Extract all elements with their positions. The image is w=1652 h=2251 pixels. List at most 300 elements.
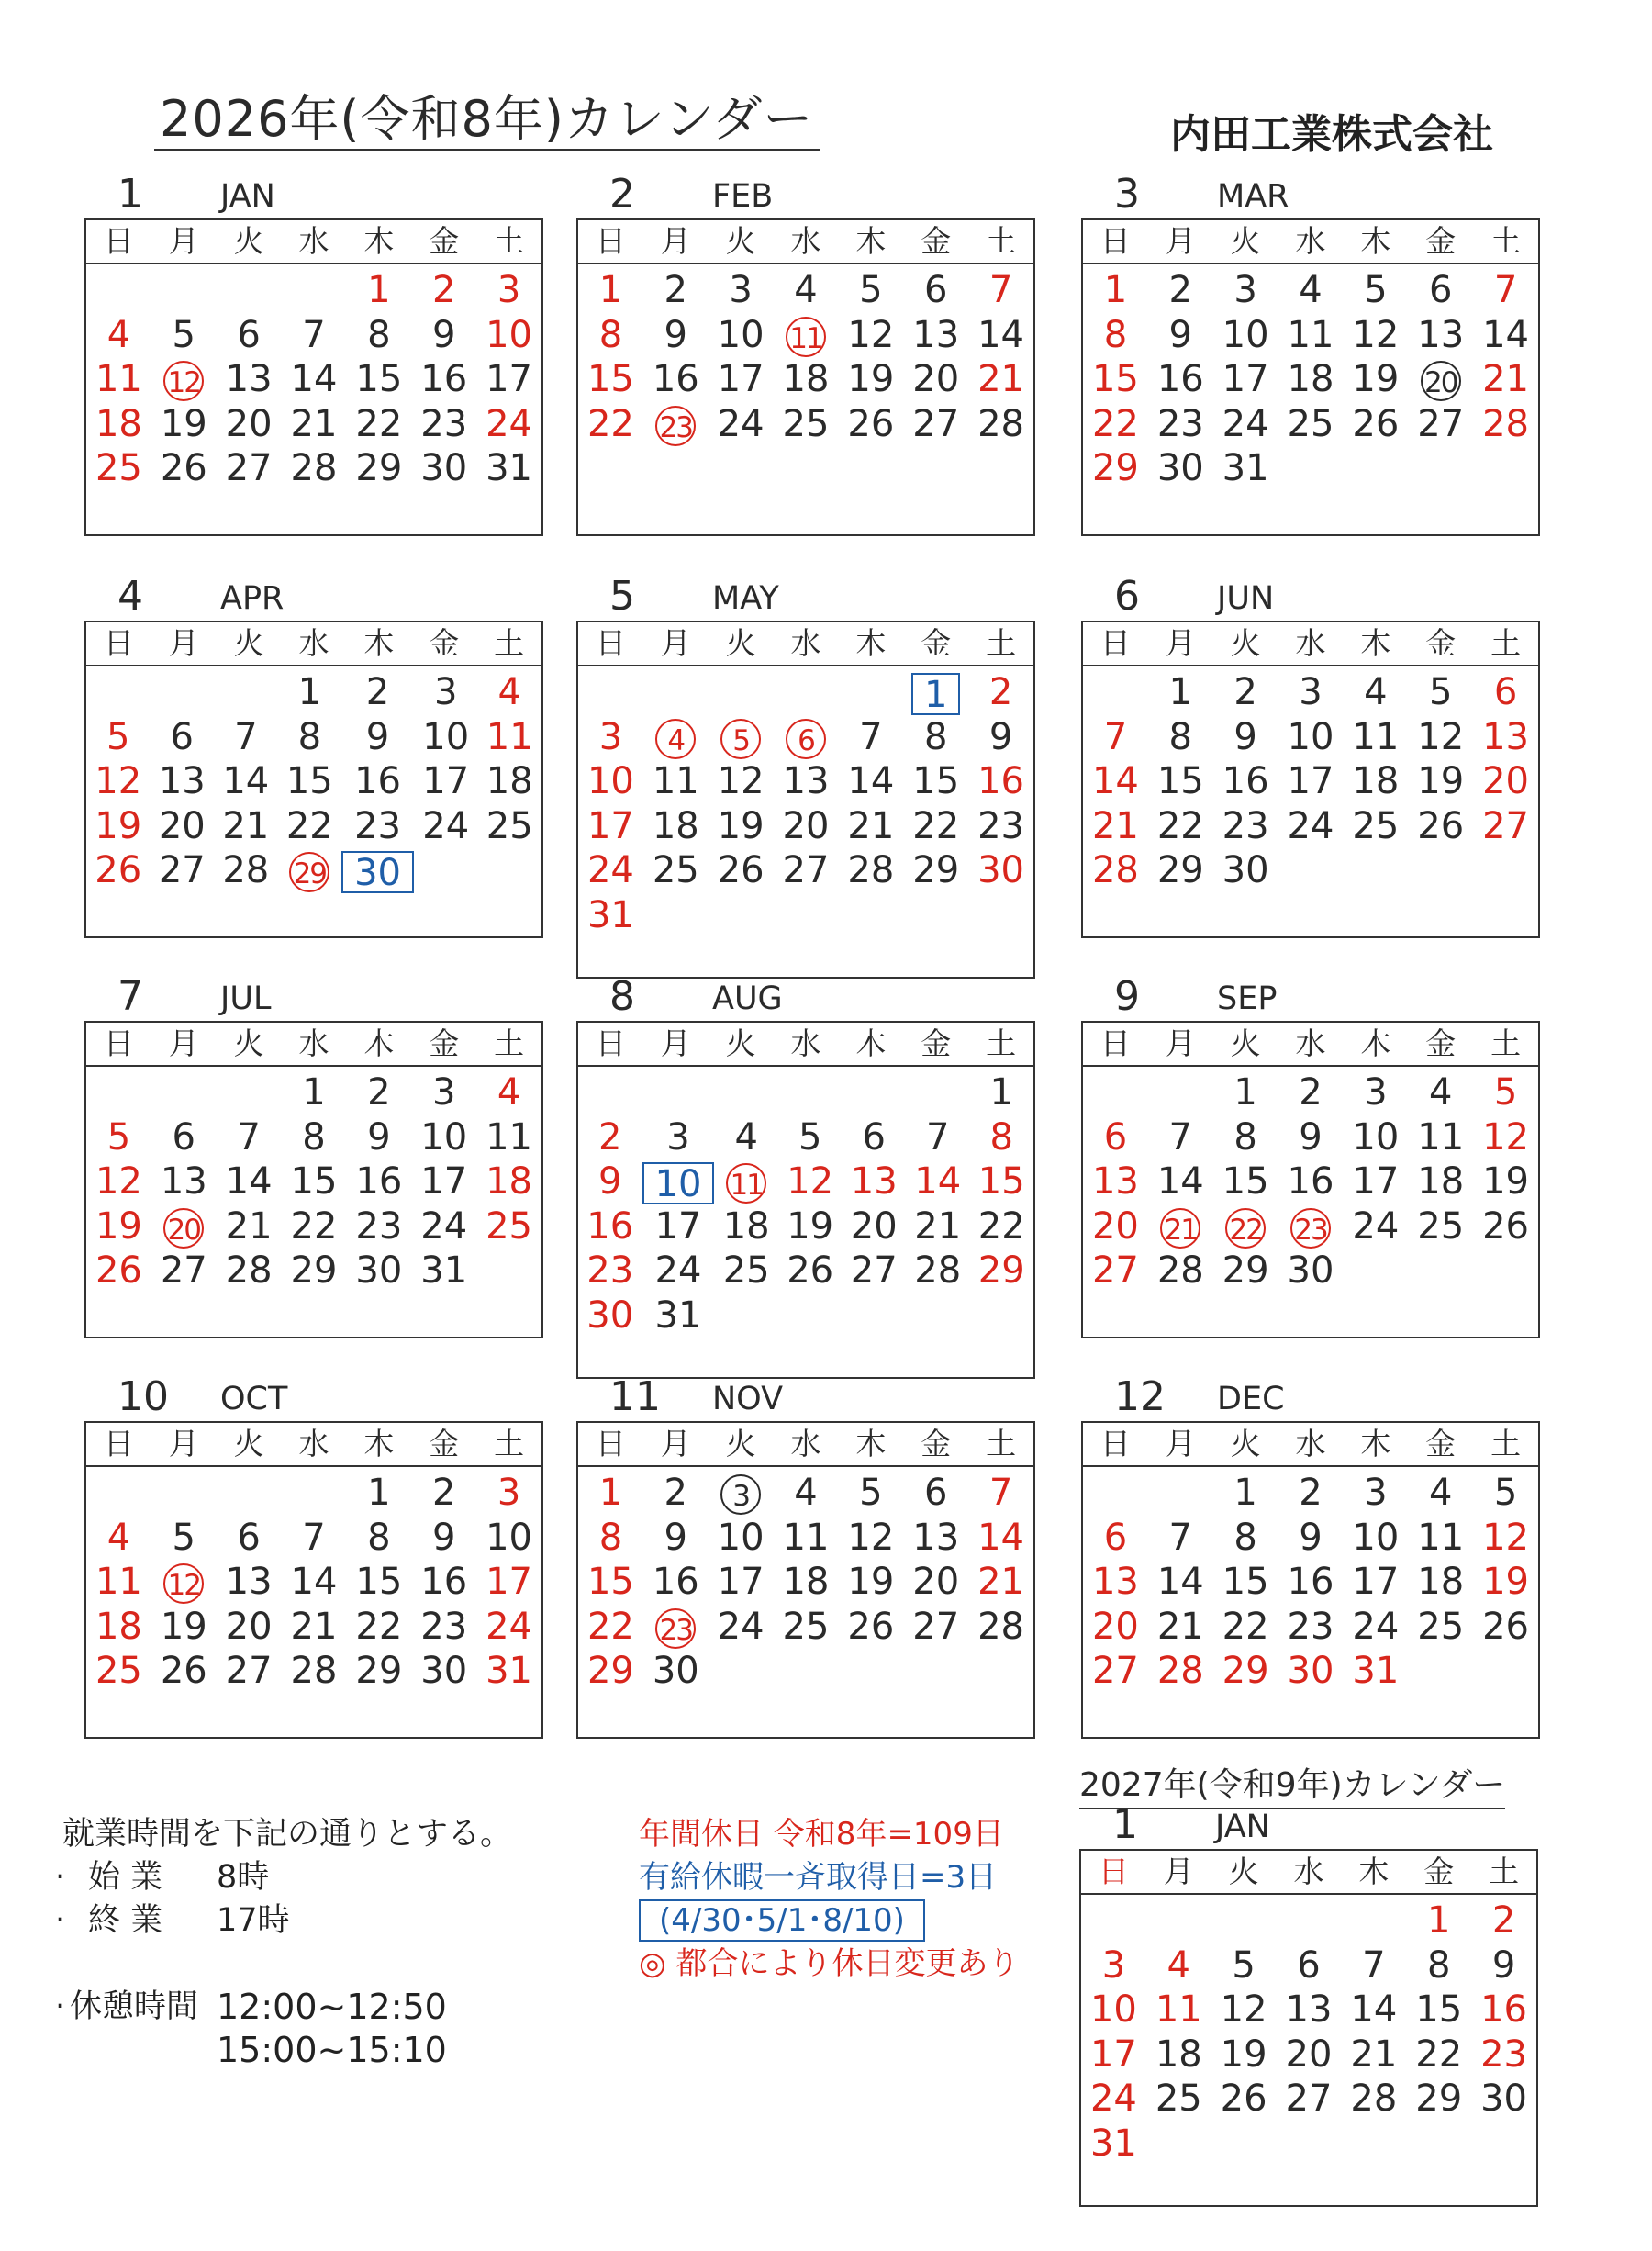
calendar-day [86,402,151,447]
calendar-day [217,1605,282,1650]
day-number: 17 [586,804,634,847]
calendar-day [476,402,541,447]
calendar-day [1213,1471,1278,1516]
weekday-label: 金 [1425,1025,1457,1061]
day-number: 22 [586,402,634,445]
day-number: 21 [847,804,895,847]
calendar-day [1081,1943,1146,1988]
end-value: 17時 [217,1902,290,1939]
month-grid [1079,1849,1538,2207]
day-number: 23 [1222,804,1269,847]
month-grid [84,1021,543,1338]
day-number: 12 [717,760,765,802]
day-number: 18 [486,760,533,802]
day-number: 19 [1482,1561,1530,1603]
day-number: 30 [652,1650,699,1692]
day-number: 1 [989,1071,1013,1114]
calendar-day [278,804,342,849]
page-title: 2026年(令和8年)カレンダー [154,92,820,151]
day-number: 24 [486,1605,533,1648]
weekday-label: 土 [1490,625,1522,661]
weekday-label: 日 [595,625,626,661]
weekday-label: 月 [168,223,199,259]
calendar-day [1406,1988,1471,2033]
calendar-day [411,1115,476,1160]
day-number: 6 [923,1472,948,1514]
day-number: 18 [1417,1561,1465,1603]
calendar-day [86,313,151,358]
calendar-day [1277,2122,1342,2167]
calendar-day [1083,1249,1148,1293]
calendar-day [476,1471,541,1516]
calendar-day [906,1293,970,1338]
calendar-day [341,715,414,760]
calendar-day [1341,1943,1406,1988]
calendar-day [1278,1471,1344,1516]
weekday-label: 日 [103,223,134,259]
calendar-day [151,1605,217,1650]
calendar-day [1408,804,1473,849]
day-number: 6 [786,719,826,759]
day-number: 22 [912,804,960,847]
month-number: 5 [609,573,635,620]
day-number: 20 [225,402,273,445]
day-number: 3 [666,1115,690,1159]
calendar-day [477,759,541,804]
next-year-title: 2027年(令和9年)カレンダー [1079,1759,1505,1809]
calendar-day [842,1115,906,1160]
calendar-day [1148,848,1213,893]
calendar-day [838,759,903,804]
day-number: 4 [497,671,521,713]
calendar-day [282,1204,347,1249]
day-number: 25 [1287,402,1334,445]
day-number: 20 [1482,760,1530,802]
day-number: 29 [977,1249,1025,1292]
day-number: 1 [302,1071,326,1114]
day-number: 21 [914,1204,962,1248]
day-number: 7 [237,1115,261,1159]
weekday-label: 水 [790,1426,821,1461]
weekday-label: 金 [921,1025,952,1061]
day-number: 28 [1482,402,1530,445]
day-number: 8 [367,1516,391,1559]
calendar-day [778,1115,843,1160]
calendar-day [346,357,411,402]
day-number: 15 [290,1160,338,1203]
weekday-label: 火 [725,223,756,259]
calendar-day [1473,1159,1538,1204]
calendar-day [476,446,541,491]
day-number: 23 [1480,2033,1528,2076]
day-number: 11 [652,760,699,802]
day-number: 4 [1299,269,1323,311]
weekday-header [1083,622,1538,666]
day-number: 27 [1482,804,1530,847]
calendar-day [968,402,1033,447]
calendar-day [774,1560,839,1605]
weekday-header [1081,1851,1536,1895]
calendar-day [969,1249,1033,1293]
day-number: 30 [1222,849,1269,891]
weekday-label: 土 [986,625,1017,661]
day-number: 4 [1428,1472,1453,1514]
day-number: 23 [1290,1208,1331,1249]
calendar-day [151,759,215,804]
day-number: 1 [297,671,322,713]
calendar-day [1146,2122,1211,2167]
day-number: 1 [367,269,391,311]
calendar-day [642,1293,715,1338]
calendar-day [578,1471,643,1516]
calendar-day [151,848,215,893]
calendar-day [643,1516,709,1561]
day-number: 25 [486,804,533,847]
weekday-label: 月 [660,1025,691,1061]
calendar-day [1408,1516,1473,1561]
day-number: 25 [95,447,142,489]
weekday-label: 土 [986,1025,1017,1061]
calendar-day [709,1516,774,1561]
calendar-day [1473,1249,1538,1293]
calendar-day [1213,1204,1278,1249]
weekday-header [1083,1023,1538,1067]
calendar-day [1148,1560,1213,1605]
calendar-day [414,848,478,893]
calendar-day [1083,268,1148,313]
weekday-label: 水 [298,1025,329,1061]
month-grid [576,621,1035,979]
day-number: 6 [1428,269,1453,311]
day-number: 21 [290,1605,338,1648]
day-number: 21 [1482,358,1530,400]
calendar-day [1341,2033,1406,2077]
day-number: 21 [977,358,1025,400]
day-number: 15 [1156,760,1204,802]
calendar-day [217,1516,282,1561]
weekday-label: 水 [1295,1426,1326,1461]
day-number: 22 [977,1204,1025,1248]
month-number: 2 [609,171,635,218]
day-number: 16 [1480,1988,1528,2031]
day-number: 1 [1426,1899,1451,1942]
calendar-day [578,268,643,313]
calendar-day [578,670,643,715]
day-number: 3 [1299,671,1323,713]
calendar-day [1408,848,1473,893]
day-number: 31 [1222,447,1269,489]
day-number: 14 [225,1160,273,1203]
day-number: 20 [158,804,206,847]
day-number: 31 [486,1650,533,1692]
day-number: 13 [912,313,960,356]
day-number: 14 [1091,760,1139,802]
weekday-label: 木 [363,1025,395,1061]
day-number: 4 [1428,1071,1453,1114]
month-number: 1 [117,171,143,218]
calendar-day [346,1471,411,1516]
day-number: 9 [664,313,687,356]
calendar-day [838,715,903,760]
day-number: 23 [586,1249,634,1292]
day-number: 27 [1091,1249,1139,1292]
calendar-day [1473,357,1538,402]
calendar-day [282,402,347,447]
calendar-day [86,1115,151,1160]
calendar-day [1343,1159,1408,1204]
calendar-day [1148,715,1213,760]
calendar-day [838,848,903,893]
weekday-label: 土 [1490,1426,1522,1461]
calendar-day [1083,848,1148,893]
day-number: 13 [1091,1561,1139,1603]
calendar-day [578,1204,642,1249]
month-name: MAY [712,580,779,617]
day-number: 4 [794,1472,818,1514]
calendar-day [1343,1649,1408,1694]
weekday-header [86,1423,541,1467]
calendar-day [341,804,414,849]
calendar-day [1408,268,1473,313]
calendar-day [86,1649,151,1694]
day-number: 26 [95,1249,142,1292]
day-number: 30 [420,447,468,489]
calendar-day [414,804,478,849]
calendar-day [1146,2033,1211,2077]
day-number: 23 [354,804,401,847]
calendar-day [1343,1560,1408,1605]
day-number: 21 [977,1561,1025,1603]
calendar-day [903,670,968,715]
day-number: 18 [95,402,142,445]
calendar-day [476,313,541,358]
weekday-label: 月 [660,625,691,661]
calendar-day [714,1293,778,1338]
day-number: 9 [1168,313,1192,356]
calendar-day [1211,1898,1277,1943]
calendar-day [1083,1560,1148,1605]
weekday-label: 日 [1099,223,1131,259]
calendar-day [906,1070,970,1115]
day-number: 30 [341,851,414,893]
day-number: 23 [1287,1605,1334,1648]
weekday-label: 火 [233,625,264,661]
day-number: 22 [1415,2033,1463,2076]
month-number: 8 [609,973,635,1020]
calendar-day [778,1159,843,1204]
holiday-info [639,1813,1019,1986]
calendar-day [1408,446,1473,491]
calendar-day [477,715,541,760]
calendar-day [414,759,478,804]
calendar-day [1408,1471,1473,1516]
calendar-day [151,446,217,491]
day-number: 28 [290,1650,338,1692]
month-grid [1081,218,1540,536]
day-number: 17 [1089,2033,1137,2076]
calendar-day [1146,2077,1211,2122]
calendar-day [1146,1943,1211,1988]
day-number: 19 [847,1561,895,1603]
calendar-day [1148,1115,1213,1160]
day-number: 6 [862,1115,886,1159]
calendar-day [1277,1988,1342,2033]
day-number: 3 [497,1472,521,1514]
calendar-day [151,1249,217,1293]
month-name: NOV [712,1381,784,1417]
day-number: 29 [1222,1650,1269,1692]
calendar-day [476,1115,541,1160]
day-number: 20 [1285,2033,1333,2076]
day-number: 11 [1287,313,1334,356]
calendar-day [1278,848,1344,893]
month-grid [1081,1021,1540,1338]
weekday-header [578,220,1033,264]
calendar-day [709,1649,774,1694]
day-number: 25 [1417,1204,1465,1248]
weekday-label: 日 [103,1025,134,1061]
calendar-day [1083,1070,1148,1115]
day-number: 24 [586,849,634,891]
calendar-day [1473,1516,1538,1561]
day-number: 12 [1482,1516,1530,1559]
calendar-day [476,1159,541,1204]
calendar-day [214,759,278,804]
day-number: 21 [225,1204,273,1248]
calendar-day [476,1516,541,1561]
calendar-day [968,1649,1033,1694]
calendar-day [968,893,1033,938]
calendar-day [643,893,709,938]
day-number: 9 [431,313,456,356]
day-number: 12 [787,1160,834,1203]
calendar-day [643,848,709,893]
calendar-day [1473,446,1538,491]
weekday-label: 水 [1293,1853,1324,1889]
day-number: 16 [652,1561,699,1603]
day-number: 7 [926,1115,950,1159]
weekday-label: 木 [1358,1853,1390,1889]
day-number: 11 [1417,1115,1465,1159]
day-number: 15 [1222,1160,1269,1203]
day-number: 10 [1222,313,1269,356]
day-number: 31 [586,893,634,936]
day-number: 28 [225,1249,273,1292]
calendar-day [1213,715,1278,760]
day-number: 20 [1421,361,1461,401]
day-number: 6 [1103,1516,1128,1559]
calendar-day [1471,1943,1536,1988]
day-number: 6 [1297,1943,1321,1987]
calendar-day [1343,804,1408,849]
day-number: 15 [1222,1561,1269,1603]
day-number: 20 [225,1605,273,1648]
day-number: 24 [654,1249,702,1292]
month-name: SEP [1217,980,1278,1017]
month-name: JAN [220,178,275,215]
day-number: 12 [1220,1988,1267,2031]
day-number: 19 [1482,1160,1530,1203]
calendar-day [151,1159,217,1204]
day-number: 5 [720,719,761,759]
calendar-day [1471,2033,1536,2077]
day-number: 8 [1103,313,1128,356]
weekday-label: 木 [1360,223,1391,259]
month-name: FEB [712,178,774,215]
calendar-day [346,402,411,447]
calendar-day [1473,1649,1538,1694]
weekday-label: 月 [168,1025,199,1061]
calendar-day [774,715,839,760]
day-number: 3 [497,269,521,311]
day-number: 1 [1168,671,1192,713]
calendar-day [774,1516,839,1561]
calendar-day [1213,1249,1278,1293]
weekday-label: 日 [103,625,134,661]
day-number: 24 [422,804,470,847]
day-number: 11 [486,1115,533,1159]
day-number: 27 [1285,2077,1333,2120]
weekday-label: 火 [725,1025,756,1061]
day-number: 6 [172,1115,195,1159]
day-number: 13 [782,760,830,802]
calendar-day [151,268,217,313]
calendar-day [1211,2122,1277,2167]
calendar-day [1473,1605,1538,1650]
day-number: 27 [225,447,273,489]
day-number: 5 [859,1472,883,1514]
calendar-day [643,1560,709,1605]
day-number: 14 [914,1160,962,1203]
calendar-day [414,715,478,760]
weekday-label: 木 [855,1025,887,1061]
weekday-header [578,1423,1033,1467]
day-number: 10 [1089,1988,1137,2031]
calendar-day [1148,268,1213,313]
calendar-day [1083,1605,1148,1650]
day-number: 7 [302,1516,326,1559]
calendar-day [643,268,709,313]
day-number: 18 [1287,358,1334,400]
day-number: 29 [586,1650,634,1692]
day-number: 13 [1285,1988,1333,2031]
calendar-day [278,670,342,715]
calendar-day [282,1249,347,1293]
calendar-day [278,759,342,804]
day-number: 19 [95,804,142,847]
weekday-label: 火 [725,1426,756,1461]
month-name: JUN [1217,580,1275,617]
calendar-day [1406,2033,1471,2077]
day-number: 13 [1417,313,1465,356]
calendar-day [476,1249,541,1293]
break-label: 休憩時間 [70,1988,199,2025]
day-number: 9 [367,1115,391,1159]
day-number: 30 [586,1293,634,1337]
day-number: 10 [420,1115,468,1159]
day-number: 10 [586,760,634,802]
weekday-label: 木 [1360,1426,1391,1461]
day-number: 13 [160,1160,207,1203]
day-number: 8 [297,715,322,758]
calendar-day [903,268,968,313]
day-number: 26 [1417,804,1465,847]
day-number: 16 [355,1160,403,1203]
day-number: 25 [95,1650,142,1692]
calendar-day [643,715,709,760]
calendar-day [903,848,968,893]
weekday-label: 火 [1230,223,1261,259]
